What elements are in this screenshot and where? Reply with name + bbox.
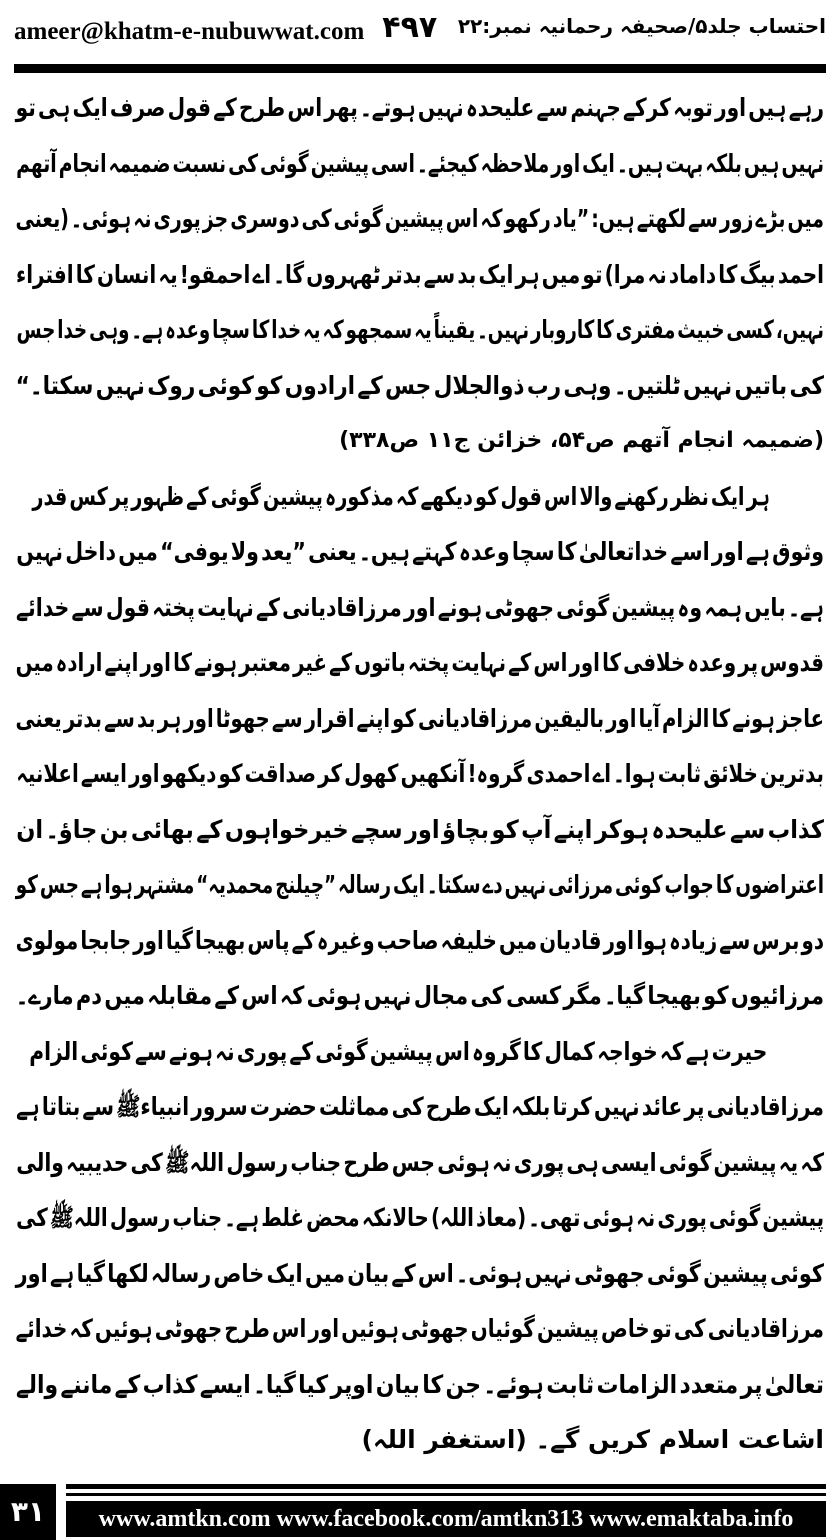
text-line: رہے ہیں اور توبہ کرکے جہنم سے علیحدہ نہیں ہوتے۔ پھر اس طرح کے قول صرف ایک ہی تو bbox=[15, 93, 824, 122]
text-line: ہر ایک نظر رکھنے والا اس قول کو دیکھے کہ مذکورہ پیشین گوئی کے ظہور پر کس قدر bbox=[32, 481, 770, 511]
text-line: دو برس سے زیادہ ہوا اور قادیان میں خلیفہ صاحب وغیرہ کے پاس بھیجا گیا اور جابجا مولوی bbox=[15, 925, 825, 955]
text-line: تعالیٰ پر متعدد الزامات ثابت ہوئے۔ جن کا بیان اوپر کیا گیا۔ ایسے کذاب کے ماننے والے bbox=[15, 1369, 824, 1399]
text-line: حیرت ہے کہ خواجہ کمال کا گروہ اس پیشین گوئی کے پوری نہ ہونے سے کوئی الزام bbox=[29, 1036, 768, 1066]
header-rule bbox=[14, 64, 826, 73]
footer-rule bbox=[66, 1484, 826, 1489]
text-line: نہیں ہیں بلکہ بہت ہیں۔ ایک اور ملاحظہ کیجئے۔ اسی پیشین گوئی کی نسبت ضمیمہ انجام آتھم bbox=[16, 148, 824, 178]
text-line: میں بڑے زور سے لکھتے ہیں: ”یاد رکھو کہ اس پیشین گوئی کی دوسری جز پوری نہ ہوئی۔ (یعنی bbox=[15, 204, 825, 233]
text-line: مرزائیوں کو بھیجا گیا۔ مگر کسی کی مجال نہیں ہوئی کہ اس کے مقابلہ میں دم مارے۔ bbox=[15, 981, 825, 1010]
volume-page-number: ۳۱ bbox=[0, 1484, 56, 1540]
running-head: احتساب جلد۵/صحیفہ رحمانیہ نمبر:۲۲ bbox=[457, 14, 826, 38]
text-line: مرزاقادیانی پر عائد نہیں کرتا بلکہ ایک طرح کی مماثلت حضرت سرور انبیاءﷺ سے بتاتا ہے bbox=[16, 1092, 824, 1121]
text-line: کہ یہ پیشین گوئی ایسی ہی پوری نہ ہوئی جس طرح جناب رسول اللہﷺ کی حدیبیہ والی bbox=[16, 1147, 824, 1177]
text-line: کی باتیں نہیں ٹلتیں۔ وہی رب ذوالجلال جس کے ارادوں کو کوئی روک نہیں سکتا۔“ bbox=[15, 370, 824, 400]
page-number: ۴۹۷ bbox=[382, 10, 438, 45]
text-line: ہے۔ بایں ہمہ وہ پیشین گوئی جھوٹی ہونے اور مرزاقادیانی کے نہایت پختہ قول سے خدائے bbox=[16, 592, 824, 622]
citation: (ضمیمہ انجام آتھم ص۵۴، خزائن ج۱۱ ص۳۳۸) bbox=[339, 428, 824, 453]
page-body bbox=[16, 80, 824, 1468]
page-footer bbox=[0, 1478, 840, 1540]
text-line: کذاب سے علیحدہ ہوکر اپنے آپ کو بچاؤ اور سچے خیرخواہوں کے بھائی بن جاؤ۔ ان bbox=[16, 814, 824, 844]
text-line: اشاعت اسلام کریں گے۔ (استغفر اللہ) bbox=[361, 1425, 824, 1454]
header-email: ameer@khatm-e-nubuwwat.com bbox=[14, 18, 365, 45]
footer-rule bbox=[66, 1493, 826, 1496]
text-line: عاجز ہونے کا الزام آیا اور بالیقین مرزاقادیانی کو اپنے اقرار سے جھوٹا اور ہر بد سے بدتر یعنی bbox=[15, 703, 825, 733]
text-line: وثوق ہے اور اسے خداتعالیٰ کا سچا وعدہ کہتے ہیں۔ یعنی ”یعد ولا یوفی“ میں داخل نہیں bbox=[16, 537, 825, 566]
text-line: مرزاقادیانی کی تو خاص پیشین گوئیاں جھوٹی ہوئیں اور اس طرح جھوٹی ہوئیں کہ خدائے bbox=[15, 1314, 824, 1343]
text-line: قدوس پر وعدہ خلافی کا اور اس کے نہایت پختہ باتوں کے غیر معتبر ہونے کا اور اپنے ارادہ میں bbox=[15, 648, 825, 677]
text-line: بدترین خلائق ثابت ہوا۔ اے احمدی گروہ! آنکھیں کھول کر صداقت کو دیکھو اور ایسے اعلانیہ bbox=[16, 759, 825, 788]
text-line: کوئی پیشین گوئی جھوٹی نہیں ہوئی۔ اس کے بیان میں ایک خاص رسالہ لکھا گیا ہے اور bbox=[15, 1258, 824, 1288]
text-line: نہیں، کسی خبیث مفتری کا کاروبار نہیں۔ یقیناً یہ سمجھو کہ یہ خدا کا سچا وعدہ ہے۔ وہی خدا جس bbox=[16, 315, 825, 344]
footer-urls: www.amtkn.com www.facebook.com/amtkn313 www.emaktaba.info bbox=[66, 1501, 826, 1537]
text-line: اعتراضوں کا جواب کوئی مرزائی نہیں دے سکتا۔ ایک رسالہ ”چیلنج محمدیہ“ مشتہر ہوا ہے جس کو bbox=[15, 870, 825, 899]
text-line: پیشین گوئی پوری نہ ہوئی تھی۔ (معاذ اللہ) حالانکہ محض غلط ہے۔ جناب رسول اللہﷺ کی bbox=[16, 1203, 824, 1232]
text-line: احمد بیگ کا داماد نہ مرا) تو میں ہر ایک بد سے بدتر ٹھہروں گا۔ اے احمقو! یہ انسان کا افتراء bbox=[15, 259, 824, 289]
